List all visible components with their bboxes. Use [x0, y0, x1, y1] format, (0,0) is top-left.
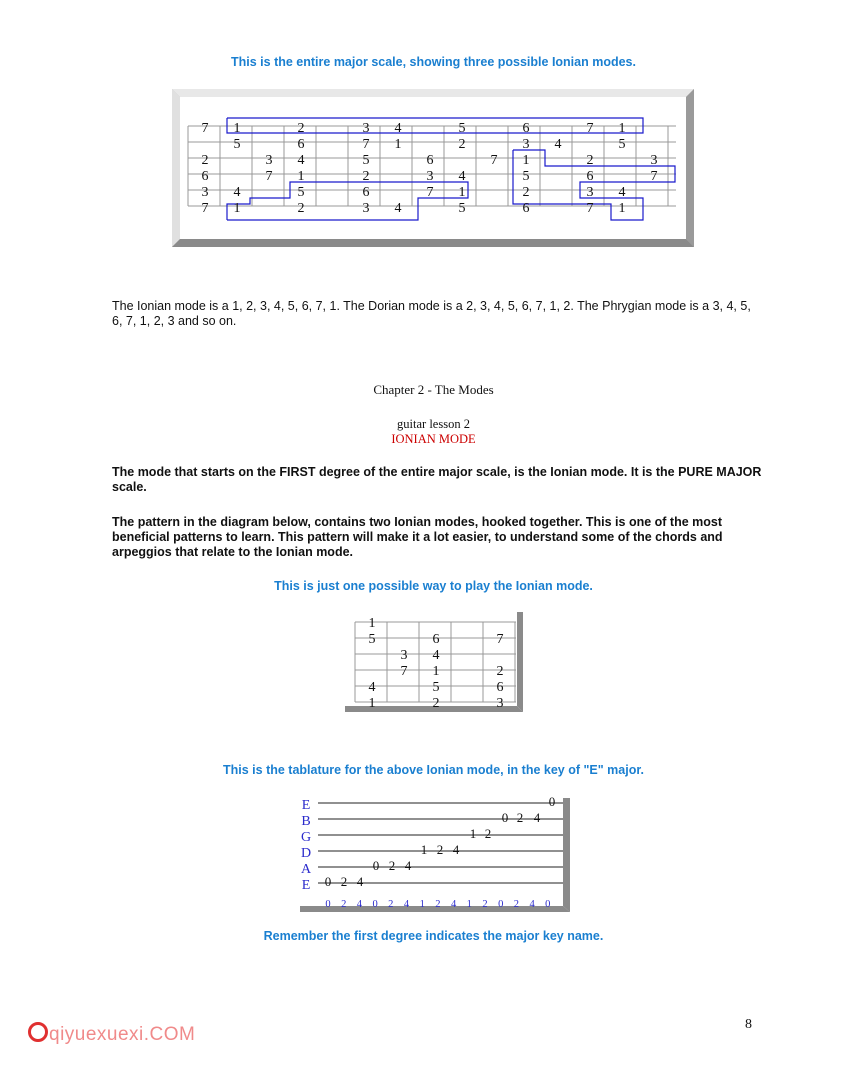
scale-note: 6 [426, 153, 434, 168]
string-name: E [301, 878, 311, 893]
scale-note: 2 [586, 153, 594, 168]
scale-note: 5 [458, 121, 466, 136]
lesson-label: guitar lesson 2 [397, 417, 470, 431]
tab-fret-number: 0 [548, 796, 556, 809]
scale-note: 6 [201, 169, 209, 184]
scale-note: 4 [618, 185, 626, 200]
tab-fret-number: 2 [340, 874, 348, 889]
scale-note: 2 [522, 185, 530, 200]
pattern-note: 2 [432, 696, 440, 711]
scale-note: 7 [586, 121, 594, 136]
scale-note: 1 [618, 201, 626, 216]
caption-one-way: This is just one possible way to play the Ionian mode. [274, 579, 593, 593]
scale-note: 1 [394, 137, 402, 152]
scale-note: 4 [394, 201, 402, 216]
tablature [295, 796, 570, 912]
tab-fret-number: 2 [388, 858, 396, 873]
tab-fret-number: 2 [516, 810, 524, 825]
tab-fret-number: 1 [469, 826, 477, 841]
pattern-note: 7 [400, 664, 408, 679]
pattern-note: 5 [432, 680, 440, 695]
caption-first-degree: Remember the first degree indicates the major key name. [263, 929, 604, 943]
tab-fret-number: 4 [356, 874, 364, 889]
tab-bottom-number: 2 [482, 899, 488, 910]
scale-note: 4 [297, 153, 305, 168]
pattern-note: 1 [432, 664, 440, 679]
paragraph-first-degree: The mode that starts on the FIRST degree of the entire major scale, is the Ionian mode. It is the PURE MAJOR scale. [112, 465, 762, 494]
tab-fret-number: 4 [404, 858, 412, 873]
major-scale-diagram [172, 89, 694, 247]
modes-paragraph: The Ionian mode is a 1, 2, 3, 4, 5, 6, 7, 1. The Dorian mode is a 2, 3, 4, 5, 6, 7, 1, 2. The Phrygian mode is a 3, 4, 5, 6, 7, 1, 2, 3 and so on. [112, 299, 751, 328]
tab-fret-number: 1 [420, 842, 428, 857]
scale-note: 1 [233, 201, 241, 216]
scale-note: 7 [490, 153, 498, 168]
tab-fret-number: 0 [372, 858, 380, 873]
tab-bottom-number: 2 [435, 899, 441, 910]
pattern-note: 6 [496, 680, 504, 695]
tab-fret-number: 0 [501, 810, 509, 825]
scale-note: 2 [201, 153, 209, 168]
mode-heading: IONIAN MODE [391, 432, 476, 446]
chapter-title: Chapter 2 - The Modes [373, 382, 494, 397]
scale-note: 7 [426, 185, 434, 200]
tab-bottom-number: 0 [498, 899, 504, 910]
tab-bottom-number: 0 [325, 899, 331, 910]
scale-note: 4 [233, 185, 241, 200]
tab-bottom-number: 0 [545, 899, 551, 910]
pattern-note: 4 [432, 648, 440, 663]
scale-note: 5 [297, 185, 305, 200]
scale-note: 6 [297, 137, 305, 152]
scale-note: 3 [586, 185, 594, 200]
tab-bottom-number: 2 [388, 899, 394, 910]
tab-fret-number: 0 [324, 874, 332, 889]
scale-note: 5 [362, 153, 370, 168]
scale-note: 6 [522, 201, 530, 216]
scale-note: 7 [586, 201, 594, 216]
pattern-note: 6 [432, 632, 440, 647]
scale-note: 2 [458, 137, 466, 152]
scale-note: 7 [201, 121, 209, 136]
scale-note: 5 [522, 169, 530, 184]
pattern-note: 1 [368, 616, 376, 631]
pattern-note: 3 [496, 696, 504, 711]
tab-bottom-number: 2 [341, 899, 347, 910]
tab-fret-number: 2 [436, 842, 444, 857]
string-name: A [300, 862, 312, 877]
tab-bottom-number: 1 [466, 899, 472, 910]
tab-bottom-number: 4 [403, 899, 410, 910]
string-name: G [300, 830, 312, 845]
tab-fret-number: 2 [484, 826, 492, 841]
string-name: B [301, 814, 311, 829]
scale-note: 5 [233, 137, 241, 152]
tab-bottom-number: 4 [356, 899, 363, 910]
scale-note: 4 [458, 169, 466, 184]
ionian-pattern-diagram [345, 612, 523, 712]
pattern-note: 7 [496, 632, 504, 647]
pattern-note: 2 [496, 664, 504, 679]
watermark [28, 1022, 195, 1046]
scale-note: 2 [362, 169, 370, 184]
string-name: E [301, 798, 311, 813]
scale-note: 3 [201, 185, 209, 200]
scale-note: 2 [297, 201, 305, 216]
scale-note: 4 [554, 137, 562, 152]
scale-note: 2 [297, 121, 305, 136]
tab-bottom-number: 4 [529, 899, 535, 910]
pattern-note: 5 [368, 632, 376, 647]
tab-bottom-number: 0 [372, 899, 378, 910]
scale-note: 6 [522, 121, 530, 136]
scale-note: 6 [362, 185, 370, 200]
scale-note: 6 [586, 169, 594, 184]
scale-note: 1 [233, 121, 241, 136]
intro-caption: This is the entire major scale, showing three possible Ionian modes. [231, 55, 636, 69]
scale-note: 1 [618, 121, 626, 136]
scale-note: 3 [522, 137, 530, 152]
scale-note: 3 [650, 153, 658, 168]
scale-note: 7 [201, 201, 209, 216]
scale-note: 5 [618, 137, 626, 152]
scale-note: 1 [522, 153, 530, 168]
caption-tablature: This is the tablature for the above Ionian mode, in the key of "E" major. [223, 763, 644, 777]
pattern-note: 1 [368, 696, 376, 711]
scale-note: 3 [362, 121, 370, 136]
string-name: D [300, 846, 312, 861]
scale-note: 3 [362, 201, 370, 216]
watermark-logo-icon [28, 1022, 48, 1042]
tab-bottom-number: 1 [419, 899, 425, 910]
scale-note: 1 [458, 185, 466, 200]
tab-fret-number: 4 [452, 842, 460, 857]
tab-fret-number: 4 [533, 810, 541, 825]
paragraph-pattern: The pattern in the diagram below, contains two Ionian modes, hooked together. This is one of the most beneficial patterns to learn. This pattern will make it a lot easier, to understand some of the chords and arpeggios that relate to the Ionian mode. [112, 515, 723, 559]
scale-note: 7 [362, 137, 370, 152]
tab-bottom-number: 2 [513, 899, 520, 910]
scale-note: 5 [458, 201, 466, 216]
scale-note: 4 [394, 121, 402, 136]
pattern-note: 4 [368, 680, 376, 695]
page-number: 8 [745, 1017, 752, 1032]
pattern-note: 3 [400, 648, 408, 663]
scale-note: 3 [426, 169, 434, 184]
scale-note: 7 [265, 169, 273, 184]
tab-bottom-number: 4 [450, 899, 457, 910]
watermark-text: qiyuexuexi.COM [49, 1024, 196, 1045]
scale-note: 3 [265, 153, 273, 168]
scale-note: 7 [650, 169, 658, 184]
scale-note: 1 [297, 169, 305, 184]
